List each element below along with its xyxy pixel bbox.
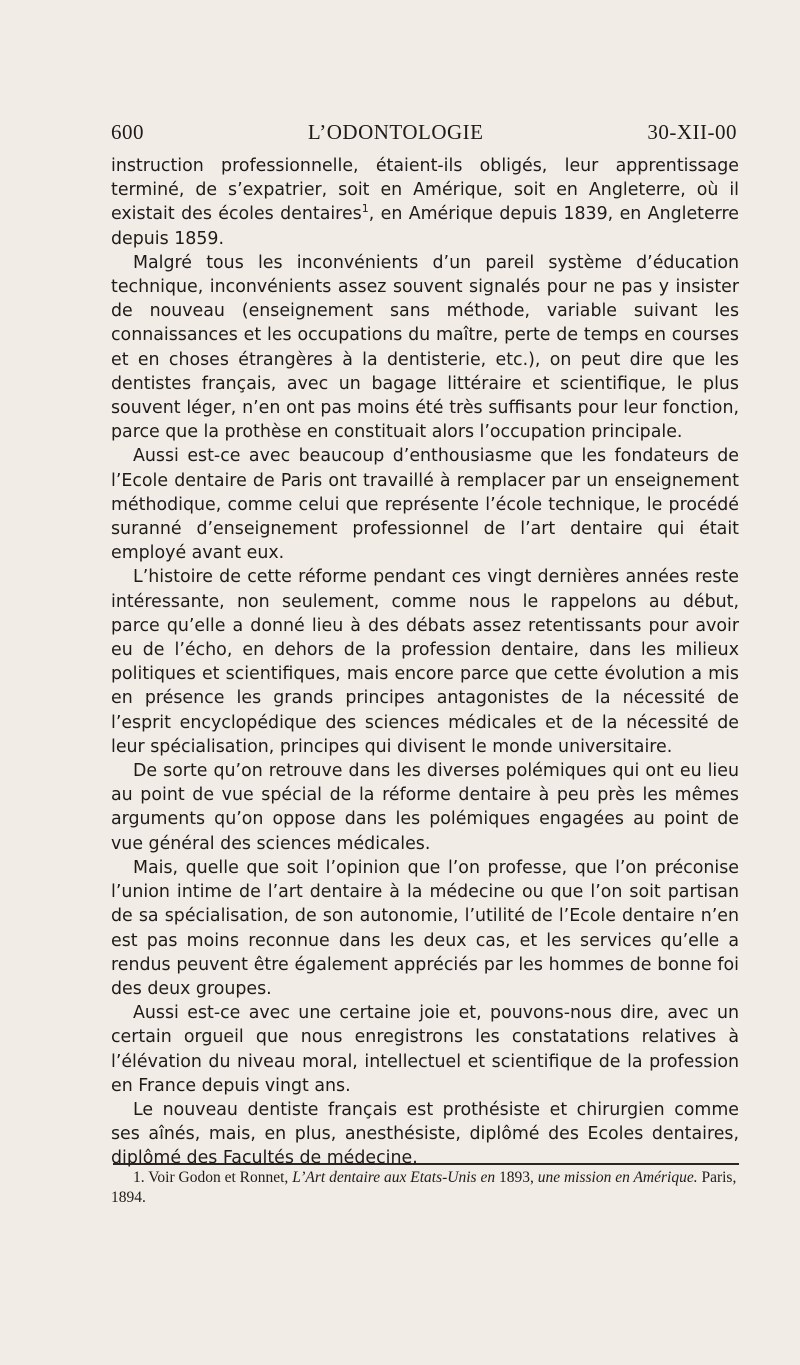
paragraph-8: Le nouveau dentiste français est prothésiste et chirurgien comme ses aînés, mais, en plus, anesthésiste, diplômé des Ecoles dentaires, diplômé des Facultés de médecine. xyxy=(111,1099,739,1169)
footnote-title: L’Art dentaire aux Etats-Unis en xyxy=(292,1169,496,1186)
body-text xyxy=(111,154,739,1171)
paragraph-1 xyxy=(111,154,739,251)
paragraph-2: Malgré tous les inconvénients d’un pareil système d’éducation technique, inconvénients assez souvent signalés pour ne pas y insister de nouveau (enseignement sans méthode, variable suivant les connaissances et les occupations du maître, perte de temps en courses et en choses étrangères à la dentisterie, etc.), on peut dire que les dentistes français, avec un bagage littéraire et scientifique, le plus souvent léger, n’en ont pas moins été très suffisants pour leur fonction, parce que la prothèse en constituait alors l’occupation principale. xyxy=(111,252,739,443)
issue-date: 30-XII-00 xyxy=(647,120,737,144)
footnote-lead: Voir Godon et Ronnet, xyxy=(148,1169,289,1186)
footnote-year: 1893, xyxy=(498,1169,534,1186)
footnote-tail: une mission en Amérique. xyxy=(537,1169,698,1186)
page-number: 600 xyxy=(111,120,144,144)
paragraph-5: De sorte qu’on retrouve dans les diverses polémiques qui ont eu lieu au point de vue spécial de la réforme dentaire à peu près les mêmes arguments qu’on oppose dans les polémiques engagées au point de vue général des sciences médicales. xyxy=(111,761,739,854)
footnote-place-date: Paris, 1894. xyxy=(111,1169,737,1206)
paragraph-1-text: instruction professionnelle, étaient-ils obligés, leur apprentissage terminé, de s’expatrier, soit en Amérique, soit en Angleterre, où il existait des écoles dentaires xyxy=(111,156,739,225)
paragraph-6: Mais, quelle que soit l’opinion que l’on professe, que l’on préconise l’union intime de l’art dentaire à la médecine ou que l’on soit partisan de sa spécialisation, de son autonomie, l’utilité de l’Ecole dentaire n’en est pas moins reconnue dans les deux cas, et les services qu’elle a rendus peuvent être également appréciés par les hommes de bonne foi des deux groupes. xyxy=(111,857,739,999)
paragraph-4: L’histoire de cette réforme pendant ces vingt dernières années reste intéressante, non seulement, comme nous le rappelons au début, parce qu’elle a donné lieu à des débats assez retentissants pour avoir eu de l’écho, en dehors de la profession dentaire, dans les milieux politiques et scientifiques, mais encore parce que cette évolution a mis en présence les grands principes antagonistes de la nécessité de l’esprit encyclopédique des sciences médicales et de la nécessité de leur spécialisation, principes qui divisent le monde universitaire. xyxy=(111,567,739,757)
journal-title: L’ODONTOLOGIE xyxy=(307,120,484,144)
footnote-number: 1. xyxy=(133,1169,145,1186)
paragraph-3: Aussi est-ce avec beaucoup d’enthousiasme que les fondateurs de l’Ecole dentaire de Paris ont travaillé à remplacer par un enseignement méthodique, comme celui que représente l’école technique, le procédé suranné d’enseignement professionnel de l’art dentaire qui était employé avant eux. xyxy=(111,446,739,564)
running-header xyxy=(111,120,737,145)
footnote-reference: 1 xyxy=(361,202,369,216)
paragraph-1-text-after: , en Amérique depuis 1839, en Angleterre depuis 1859. xyxy=(111,204,739,249)
footnote xyxy=(111,1168,739,1208)
paragraph-7: Aussi est-ce avec une certaine joie et, pouvons-nous dire, avec un certain orgueil que nous enregistrons les constatations relatives à l’élévation du niveau moral, intellectuel et scientifique de la profession en France depuis vingt ans. xyxy=(111,1003,739,1096)
footnote-divider xyxy=(113,1163,739,1165)
